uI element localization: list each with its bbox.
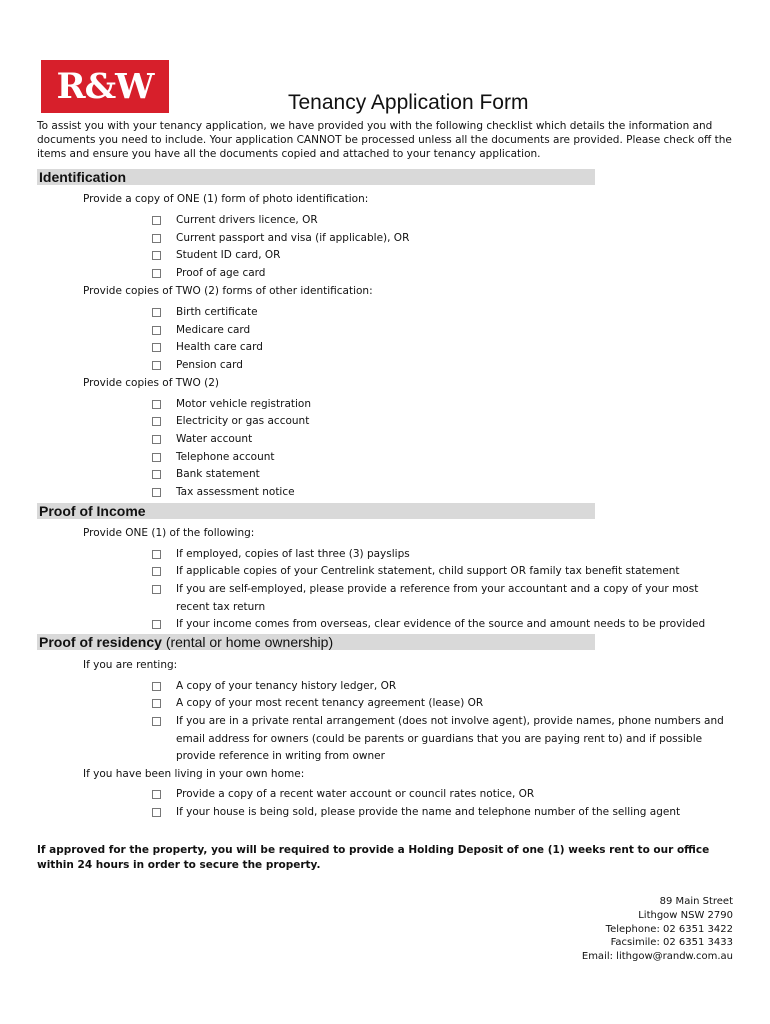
section-residency (37, 634, 595, 650)
checkbox[interactable] (152, 453, 161, 462)
checkbox[interactable] (152, 326, 161, 335)
checkbox[interactable] (152, 550, 161, 559)
renting-label: If you are renting: (83, 659, 178, 671)
checklist-item[interactable]: Bank statement (152, 466, 732, 484)
address-facsimile: Facsimile: 02 6351 3433 (610, 937, 733, 949)
checklist-item[interactable]: Tax assessment notice (152, 484, 732, 502)
checklist-item[interactable]: If applicable copies of your Centrelink statement, child support OR family tax benefit statement (152, 563, 732, 581)
checkbox[interactable] (152, 699, 161, 708)
checkbox[interactable] (152, 470, 161, 479)
address-city: Lithgow NSW 2790 (638, 909, 733, 921)
checklist-item[interactable]: If employed, copies of last three (3) payslips (152, 546, 732, 564)
checklist-item[interactable]: Current drivers licence, OR (152, 212, 732, 230)
checklist-item[interactable]: A copy of your most recent tenancy agreement (lease) OR (152, 695, 732, 713)
photo-id-label: Provide a copy of ONE (1) form of photo identification: (83, 193, 369, 205)
checkbox[interactable] (152, 417, 161, 426)
section-heading: Proof of residency (39, 634, 162, 650)
checklist-item[interactable]: Electricity or gas account (152, 413, 732, 431)
checkbox[interactable] (152, 717, 161, 726)
checkbox[interactable] (152, 808, 161, 817)
income-label: Provide ONE (1) of the following: (83, 527, 255, 539)
holding-deposit-notice: If approved for the property, you will be required to provide a Holding Deposit of one (1) weeks rent to our office within 24 hours in order to secure the property. (37, 844, 710, 871)
other-id-label: Provide copies of TWO (2) forms of other identification: (83, 285, 373, 297)
checkbox[interactable] (152, 585, 161, 594)
checkbox[interactable] (152, 308, 161, 317)
checklist-item[interactable]: Provide a copy of a recent water account or council rates notice, OR (152, 786, 732, 804)
page-title: Tenancy Application Form (288, 91, 529, 114)
checklist-item[interactable]: Proof of age card (152, 265, 732, 283)
checkbox[interactable] (152, 435, 161, 444)
checklist-item[interactable]: Motor vehicle registration (152, 396, 732, 414)
office-address (582, 895, 733, 964)
company-logo (41, 60, 169, 113)
section-heading: Proof of Income (39, 503, 146, 519)
section-identification (37, 169, 595, 185)
checklist-item[interactable]: Birth certificate (152, 304, 732, 322)
checklist-item[interactable]: Health care card (152, 339, 732, 357)
checkbox[interactable] (152, 790, 161, 799)
section-income (37, 503, 595, 519)
address-street: 89 Main Street (659, 896, 733, 907)
checkbox[interactable] (152, 251, 161, 260)
checklist-item[interactable]: A copy of your tenancy history ledger, OR (152, 678, 732, 696)
home-label: If you have been living in your own home: (83, 768, 305, 780)
address-telephone: Telephone: 02 6351 3422 (605, 923, 733, 935)
checklist-item[interactable]: Current passport and visa (if applicable), OR (152, 230, 732, 248)
checkbox[interactable] (152, 234, 161, 243)
checkbox[interactable] (152, 620, 161, 629)
checkbox[interactable] (152, 400, 161, 409)
checkbox[interactable] (152, 488, 161, 497)
checkbox[interactable] (152, 361, 161, 370)
checklist-item[interactable]: If you are self-employed, please provide a reference from your accountant and a copy of your most recent tax return (152, 581, 712, 616)
checklist-item[interactable]: If your income comes from overseas, clear evidence of the source and amount needs to be provided (152, 616, 732, 634)
checklist-item[interactable]: Medicare card (152, 322, 732, 340)
checklist-item[interactable]: Student ID card, OR (152, 247, 732, 265)
checkbox[interactable] (152, 343, 161, 352)
logo-text: R&W (56, 66, 154, 107)
checklist-item[interactable]: If you are in a private rental arrangement (does not involve agent), provide names, phone numbers and email address for owners (could be parents or guardians that you are paying rent to) and if possible provide reference in writing from owner (152, 713, 732, 766)
checkbox[interactable] (152, 567, 161, 576)
checklist-item[interactable]: Pension card (152, 357, 732, 375)
checkbox[interactable] (152, 269, 161, 278)
address-email: Email: lithgow@randw.com.au (581, 951, 733, 963)
checklist-item[interactable]: Water account (152, 431, 732, 449)
checklist-item[interactable]: Telephone account (152, 449, 732, 467)
section-subheading: (rental or home ownership) (165, 634, 334, 650)
two-id-label: Provide copies of TWO (2) (83, 377, 220, 389)
intro-paragraph: To assist you with your tenancy application, we have provided you with the following checklist which details the information and documents you need to include. Your application CANNOT be processed unless all the documents are provided. Please check off the items and ensure you have all the documents copied and attached to your tenancy application. (37, 120, 732, 160)
section-heading: Identification (39, 169, 127, 185)
checkbox[interactable] (152, 216, 161, 225)
checkbox[interactable] (152, 682, 161, 691)
checklist-item[interactable]: If your house is being sold, please provide the name and telephone number of the selling agent (152, 804, 732, 822)
